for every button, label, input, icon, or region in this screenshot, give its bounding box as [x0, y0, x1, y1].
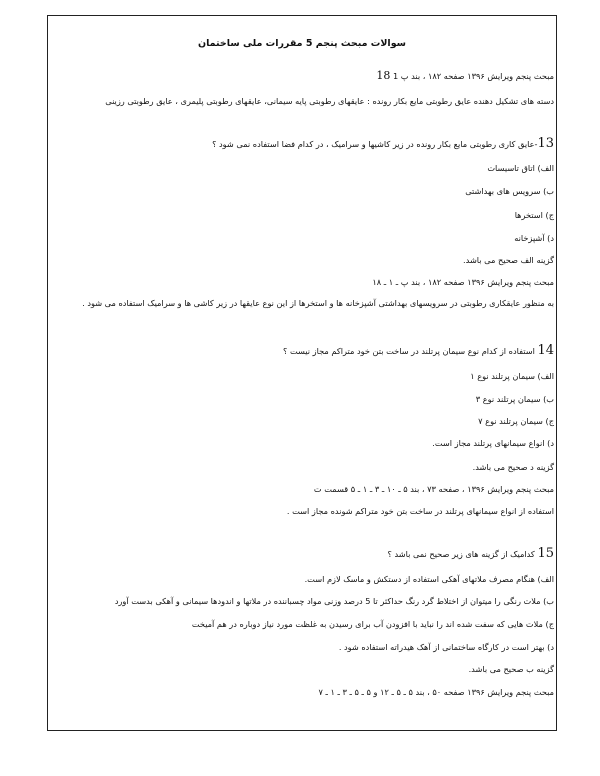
reference-number: 18	[376, 69, 391, 82]
explanation-line: استفاده از انواع سیمانهای پرتلند در ساخت بتن خود متراکم شونده مجاز است .	[286, 506, 554, 516]
option-c: ج) سیمان پرتلند نوع ۷	[478, 416, 554, 426]
option-d: د) انواع سیمانهای پرتلند مجاز است.	[432, 438, 554, 448]
source-line: مبحث پنجم ویرایش ۱۳۹۶ ، صفحه ۷۳ ، بند ۵ ـ ۱۰ ـ ۳ ـ ۱ ـ ۵ قسمت ت	[313, 484, 554, 494]
option-d: د) آشپزخانه	[514, 233, 554, 243]
option-b: ب) ملات رنگی را میتوان از اختلاط گرد رنگ حداکثر تا 5 درصد وزنی مواد چسباننده در ملاتها و اندودها سیمانی و آهکی بدست آورد	[114, 596, 554, 606]
option-b: ب) سرویس های بهداشتی	[465, 186, 554, 196]
question-14	[283, 345, 554, 357]
option-b: ب) سیمان پرتلند نوع ۳	[475, 394, 554, 404]
option-a: الف) اتاق تاسیسات	[487, 163, 554, 173]
answer-line: گزینه د صحیح می باشد.	[472, 462, 554, 472]
answer-line: گزینه الف صحیح می باشد.	[463, 255, 554, 265]
option-d: د) بهتر است در کارگاه ساختمانی از آهک هیدراته استفاده شود .	[338, 642, 554, 652]
question-text: -عایق کاری رطوبتی مایع بکار رونده در زیر کاشیها و سرامیک ، در کدام فضا استفاده نمی شود ؟	[212, 139, 538, 149]
question-text: استفاده از کدام نوع سیمان پرتلند در ساخت بتن خود متراکم مجاز نیست ؟	[283, 346, 535, 356]
reference-text: مبحث پنجم ویرایش ۱۳۹۶ صفحه ۱۸۲ ، بند پ 1	[392, 71, 554, 81]
question-15	[388, 548, 555, 560]
option-c: ج) ملات هایی که سفت شده اند را نباید با افزودن آب برای رسیدن به غلظت مورد نیاز دوباره در هم آمیخت	[191, 619, 554, 629]
question-number: 14	[537, 343, 554, 358]
explanation-line: به منظور عایقکاری رطوبتی در سرویسهای بهداشتی آشپزخانه ها و استخرها از این نوع عایقها در زیر کاشی ها و سرامیک استفاده می شود .	[82, 298, 554, 308]
source-line: مبحث پنجم ویرایش ۱۳۹۶ صفحه ۵۰ ، بند ۵ ـ ۵ ـ ۱۲ و ۵ ـ ۵ ـ ۳ ـ ۱ ـ ۷	[318, 687, 554, 697]
option-a: الف) سیمان پرتلند نوع ۱	[470, 371, 554, 381]
question-number: 13	[537, 136, 554, 151]
question-13	[212, 138, 554, 150]
page-title: سوالات مبحث پنجم 5 مقررات ملی ساختمان	[197, 38, 406, 49]
question-number: 15	[537, 546, 554, 561]
question-text: کدامیک از گزینه های زیر صحیح نمی باشد ؟	[387, 549, 535, 559]
option-a: الف) هنگام مصرف ملاتهای آهکی استفاده از دستکش و ماسک لازم است.	[304, 574, 554, 584]
source-line: مبحث پنجم ویرایش ۱۳۹۶ صفحه ۱۸۲ ، بند پ ـ ۱ ـ ۱۸	[372, 277, 554, 287]
reference-line	[376, 70, 554, 82]
option-c: ج) استخرها	[514, 210, 554, 220]
answer-line: گزینه ب صحیح می باشد.	[468, 664, 554, 674]
intro-text: دسته های تشکیل دهنده عایق رطوبتی مایع بکار رونده : عایقهای رطوبتی پایه سیمانی، عایقهای رطوبتی پلیمری ، عایق رطوبتی رزینی	[105, 96, 554, 106]
